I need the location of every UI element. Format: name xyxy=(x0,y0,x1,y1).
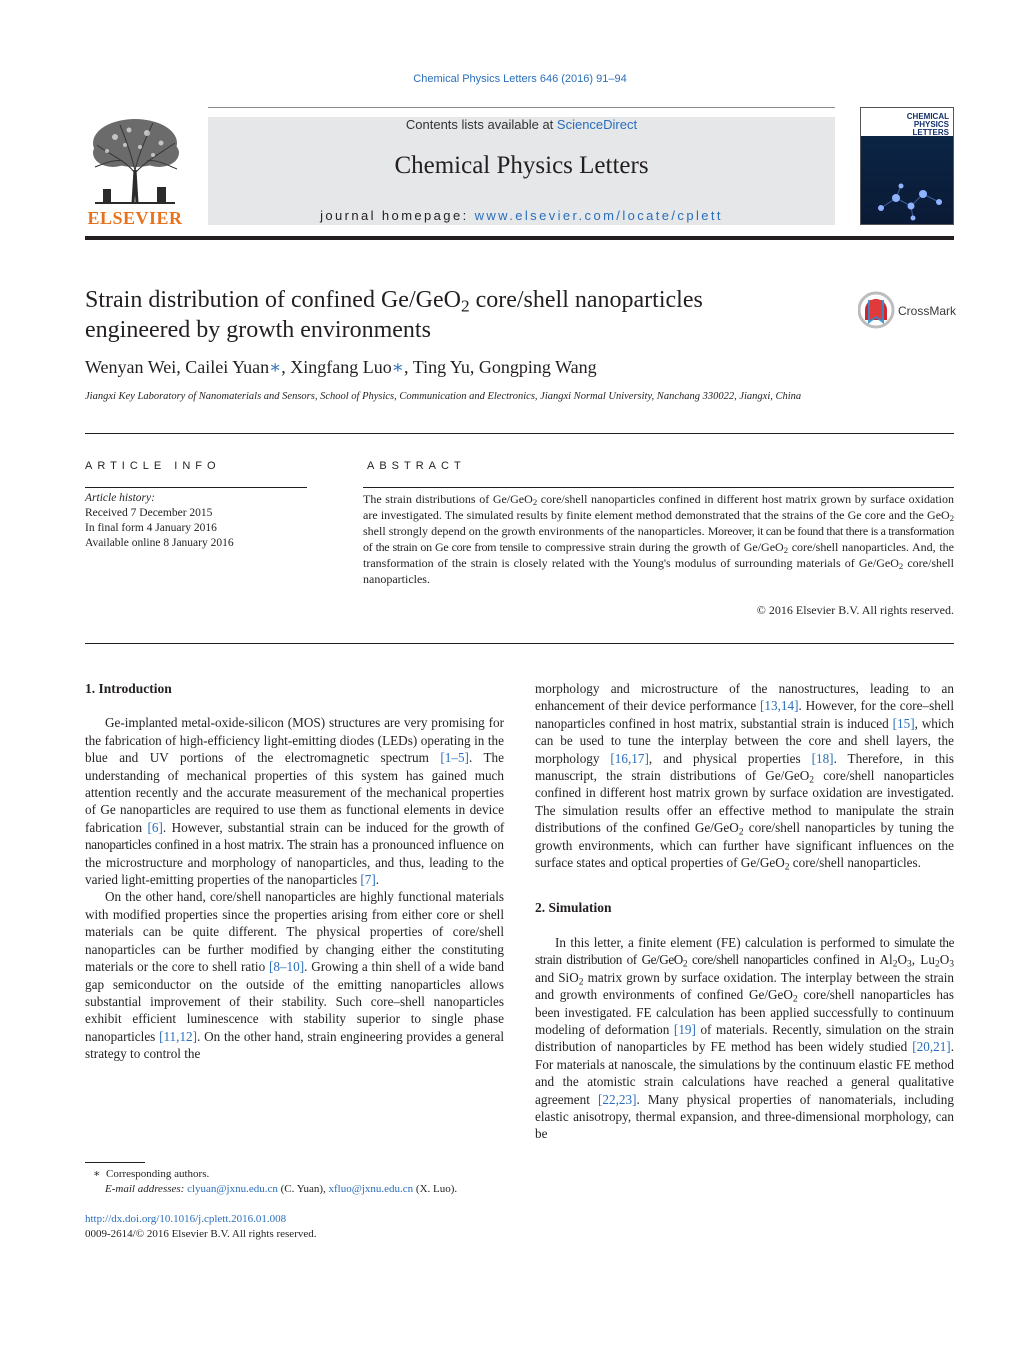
online-date: Available online 8 January 2016 xyxy=(85,537,234,549)
body-left-column xyxy=(85,680,504,1063)
crossmark-label[interactable]: CrossMark xyxy=(898,304,957,318)
abstract-rule xyxy=(363,487,954,488)
citation-link[interactable]: [11,12] xyxy=(159,1028,198,1044)
citation-link[interactable]: [8–10] xyxy=(268,959,305,975)
introduction-heading: 1. Introduction xyxy=(85,681,172,696)
citation-link[interactable]: [16,17] xyxy=(610,750,649,766)
email-link[interactable]: clyuan@jxnu.edu.cn xyxy=(187,1183,278,1195)
issn-copyright: 0009-2614/© 2016 Elsevier B.V. All rights reserved. xyxy=(85,1228,317,1240)
header-thick-rule xyxy=(85,236,954,240)
header-rule xyxy=(208,107,835,108)
simulation-paragraph: In this letter, a finite element (FE) calculation is performed to simulate the strain distribution of Ge/GeO$_2$ core/shell nanoparticles confined in $Al_2O_3$, $Lu_2O_3$ and SiO$_2$ matrix grown by surface oxidation. The interplay between the strain and growth environments of confined Ge/GeO$_2$ core/shell nanoparticles has been investigated. FE calculation has been applied successfully to continuum modeling of deformation [19] of materials. Recently, simulation on the strain distribution of nanoparticles by FE method has been widely studied [20,21]. For materials at nanoscale, the simulations by the continuum elastic FE method and the atomistic strain calculations have reached a general qualitative agreement [22,23]. Many physical properties of nanomaterials, including elastic anisotropy, thermal expansion, and three-dimensional morphology, can be xyxy=(535,934,955,1142)
corresponding-authors: Corresponding authors. xyxy=(105,1168,210,1180)
footnote-mark: ∗ xyxy=(93,1168,101,1180)
citation-link[interactable]: [7] xyxy=(360,872,376,888)
intro-paragraph-cont: morphology and microstructure of the nanostructures, leading to an enhancement of their device performance [13,14]. However, for the core–shell nanoparticles confined in host matrix, substantial strain is induced [15], which can be used to tune the interplay between the core and shell layers, the morphology [16,17], and physical properties [18]. Therefore, in this manuscript, the strain distributions of Ge/GeO$_2$ core/shell nanoparticles confined in different host matrix grown by surface oxidation are investigated. The simulation results offer an effective method to manipulate the strain distributions of the confined Ge/GeO$_2$ core/shell nanoparticles by tuning the growth environments, which can further have significant influences on the surface states and optical properties of Ge/GeO$_2$ core/shell nanoparticles. xyxy=(535,681,955,873)
intro-paragraph: Ge-implanted metal-oxide-silicon (MOS) structures are very promising for the fabrication of high-efficiency light-emitting diodes (LEDs) operating in the blue and UV portions of the electromagnetic spectrum [1–5]. The understanding of mechanical properties of this system has gained much attention recently and the accurate measurement of the mechanical properties of Ge nanoparticles are required to use them as functional elements in device fabrication [6]. However, substantial strain can be induced for the growth of nanoparticles confined in a host matrix. The strain has a pronounced influence on the microstructure and morphology of nanoparticles, and thus, leading to the varied light-emitting properties of the nanoparticles [7]. xyxy=(85,715,505,888)
cover-molecule-icon xyxy=(861,168,954,225)
history-label: Article history: xyxy=(85,492,155,504)
author-name: Gongping Wang xyxy=(478,357,597,377)
doi-block xyxy=(85,1212,515,1242)
journal-citation[interactable]: Chemical Physics Letters 646 (2016) 91–94 xyxy=(413,73,627,85)
author-name: Xingfang Luo xyxy=(290,357,392,377)
received-date: Received 7 December 2015 xyxy=(85,507,213,519)
citation-link[interactable]: [6] xyxy=(147,819,163,835)
email-label: E-mail addresses: xyxy=(105,1183,185,1195)
cover-title: CHEMICAL PHYSICS LETTERS xyxy=(906,112,949,137)
citation-link[interactable]: [15] xyxy=(892,715,915,731)
title-rule xyxy=(85,433,954,434)
article-info-heading: ARTICLE INFO xyxy=(85,460,221,472)
journal-cover-thumbnail[interactable] xyxy=(860,107,954,225)
title-part: engineered by growth environments xyxy=(85,317,431,343)
abstract-copyright: © 2016 Elsevier B.V. All rights reserved. xyxy=(756,603,954,617)
citation-link[interactable]: [19] xyxy=(673,1021,696,1037)
journal-name: Chemical Physics Letters xyxy=(394,152,649,179)
title-part: Strain distribution of confined Ge/GeO xyxy=(85,287,461,313)
email-owner: (C. Yuan), xyxy=(277,1183,329,1195)
abstract-text: The strain distributions of Ge/GeO$_2$ core/shell nanoparticles confined in different host matrix grown by surface oxidation are investigated. The simulated results by finite element method demonstrated that the strains of the Ge core and the GeO$_2$ shell strongly depend on the growth environments of the nanoparticles. Moreover, it can be found that there is a transformation of the strain on Ge core from tensile to compressive strain during the growth of Ge/GeO$_2$ core/shell nanoparticles. And, the transformation of the strain is closely related with the Young's modulus of surrounding materials of Ge/GeO$_2$ core/shell nanoparticles. xyxy=(363,492,954,586)
article-info-rule xyxy=(85,487,307,488)
abstract-heading: ABSTRACT xyxy=(367,460,466,472)
contents-line xyxy=(208,117,835,132)
body-right-column xyxy=(535,680,954,1143)
simulation-heading: 2. Simulation xyxy=(535,900,612,916)
email-link[interactable]: xfluo@jxnu.edu.cn xyxy=(328,1183,414,1195)
abstract-bottom-rule xyxy=(85,643,954,644)
corresponding-author-mark[interactable]: ∗ xyxy=(391,357,405,377)
elsevier-wordmark: ELSEVIER xyxy=(87,208,183,228)
citation-link[interactable]: [22,23] xyxy=(598,1091,637,1107)
author-name: Ting Yu xyxy=(412,357,470,377)
title-part: core/shell nanoparticles xyxy=(469,287,703,313)
citation-link[interactable]: [20,21] xyxy=(912,1039,951,1055)
article-title xyxy=(85,285,805,345)
affiliation: Jiangxi Key Laboratory of Nanomaterials and Sensors, School of Physics, Communication and Electronics, Jiangxi Normal University, Nanchang 330022, Jiangxi, China xyxy=(85,391,802,402)
article-history xyxy=(85,491,307,551)
corresponding-author-mark[interactable]: ∗ xyxy=(269,357,282,377)
citation-link[interactable]: [1–5] xyxy=(440,750,469,766)
email-owner: (X. Luo). xyxy=(413,1183,458,1195)
author-name: Cailei Yuan xyxy=(185,357,270,377)
intro-paragraph: On the other hand, core/shell nanoparticles are highly functional materials with modified properties since the properties arising from either core or shell materials can be quite different. The physical properties of core/shell nanoparticles can be further modified by changing either the constituting materials or the core to shell ratio [8–10]. Growing a thin shell of a wide band gap semiconductor on the outside of the emitting nanoparticles allows substantial improvement of their stability. Such core–shell nanoparticles exhibit efficient luminescence with stability superior to single phase nanoparticles [11,12]. On the other hand, strain engineering provides a general strategy to control the xyxy=(85,889,504,1062)
author-list: Wenyan Wei, Cailei Yuan∗, Xingfang Luo∗, Ting Yu, Gongping Wang xyxy=(85,357,597,377)
author-name: Wenyan Wei xyxy=(85,357,177,377)
footnote xyxy=(85,1167,515,1197)
journal-homepage xyxy=(208,208,835,223)
citation-link[interactable]: [13,14] xyxy=(760,698,799,714)
homepage-link[interactable]: www.elsevier.com/locate/cplett xyxy=(474,208,723,223)
citation-link[interactable]: [18] xyxy=(811,750,834,766)
title-subscript: 2 xyxy=(460,296,470,316)
footnote-rule xyxy=(85,1162,145,1163)
doi-link[interactable]: http://dx.doi.org/10.1016/j.cplett.2016.01.008 xyxy=(85,1213,287,1225)
homepage-prefix: journal homepage: xyxy=(320,208,475,223)
contents-prefix: Contents lists available at xyxy=(405,117,557,132)
final-form-date: In final form 4 January 2016 xyxy=(85,522,217,534)
sciencedirect-link[interactable]: ScienceDirect xyxy=(556,117,638,132)
